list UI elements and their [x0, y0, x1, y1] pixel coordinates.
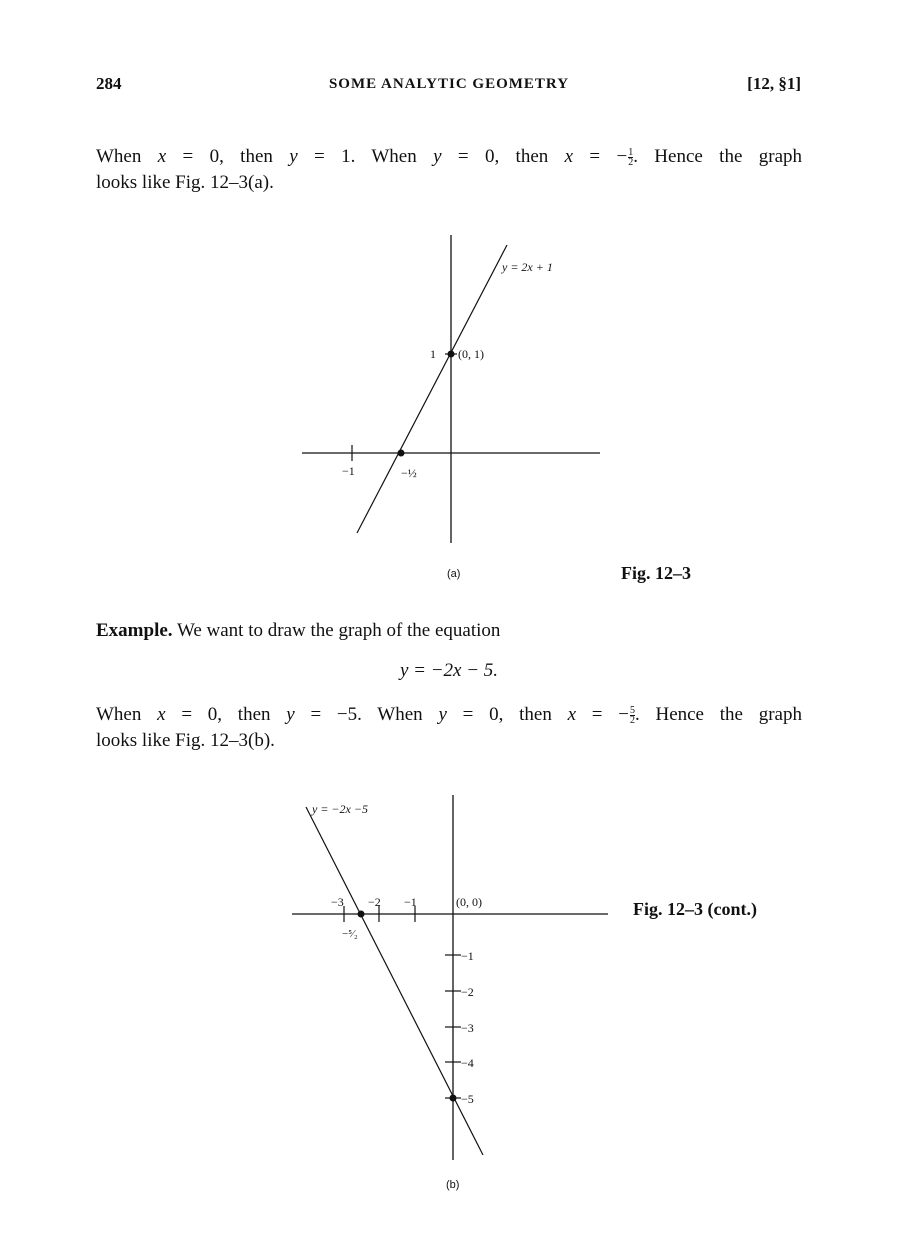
fig-a-point-xint: [398, 450, 405, 457]
example-paragraph: [96, 618, 802, 644]
paragraph-1: [96, 144, 802, 196]
page-number: 284: [96, 74, 122, 93]
fraction-five-halves: $\frac{5}{2}$: [629, 705, 635, 727]
fig-b-tick-label-ym4: −4: [461, 1056, 474, 1070]
fig-a-line: [357, 245, 507, 533]
paragraph-2: [96, 702, 802, 754]
figure-12-3a: [290, 225, 610, 555]
fig-a-point-0-1: [448, 351, 455, 358]
paragraph-2-line-1: When x = 0, then y = −5. When y = 0, then x = − $\frac{5}{2}$ . Hence the graph: [96, 704, 802, 727]
figure-12-3b: [280, 785, 620, 1170]
example-title: Example.: [96, 620, 173, 641]
fig-b-tick-label-xm1: −1: [404, 895, 417, 909]
example-text: We want to draw the graph of the equation: [172, 620, 501, 641]
fig-b-origin-label: (0, 0): [456, 895, 482, 909]
fig-b-sublabel: (b): [446, 1179, 460, 1191]
fig-a-caption: Fig. 12–3: [621, 563, 691, 583]
running-title: SOME ANALYTIC GEOMETRY: [328, 76, 570, 92]
fig-b-tick-label-xm2: −2: [368, 895, 381, 909]
fraction-one-half: $\frac{1}{2}$: [628, 147, 634, 169]
fig-a-tick-label-y1: 1: [430, 347, 436, 361]
fig-a-equation-label: y = 2x + 1: [502, 260, 553, 274]
fig-b-caption: Fig. 12–3 (cont.): [633, 899, 757, 919]
paragraph-2-line-2: looks like Fig. 12–3(b).: [96, 730, 275, 751]
fig-b-line: [306, 807, 483, 1155]
fig-a-point-label: (0, 1): [458, 347, 484, 361]
fig-b-equation-label: y = −2x −5: [312, 802, 368, 816]
paragraph-1-line-2: looks like Fig. 12–3(a).: [96, 172, 274, 193]
paragraph-1-line-1: When x = 0, then y = 1. When y = 0, then x = − $\frac{1}{2}$ . Hence the graph: [96, 146, 802, 169]
section-reference: [12, §1]: [747, 74, 801, 93]
fig-b-tick-label-ym1: −1: [461, 949, 474, 963]
fig-b-tick-label-xm5half: −⁵⁄₂: [342, 928, 358, 940]
fig-a-tick-label-xmhalf: −½: [401, 466, 417, 480]
fig-b-tick-label-ym3: −3: [461, 1021, 474, 1035]
fig-b-point-xint: [358, 911, 365, 918]
fig-b-tick-label-ym2: −2: [461, 985, 474, 999]
fig-a-sublabel: (a): [447, 568, 461, 580]
fig-b-tick-label-xm3: −3: [331, 895, 344, 909]
fig-a-tick-label-xm1: −1: [342, 464, 355, 478]
fig-b-point-yint: [450, 1095, 457, 1102]
example-equation: y = −2x − 5.: [399, 660, 499, 681]
fig-b-tick-label-ym5: −5: [461, 1092, 474, 1106]
